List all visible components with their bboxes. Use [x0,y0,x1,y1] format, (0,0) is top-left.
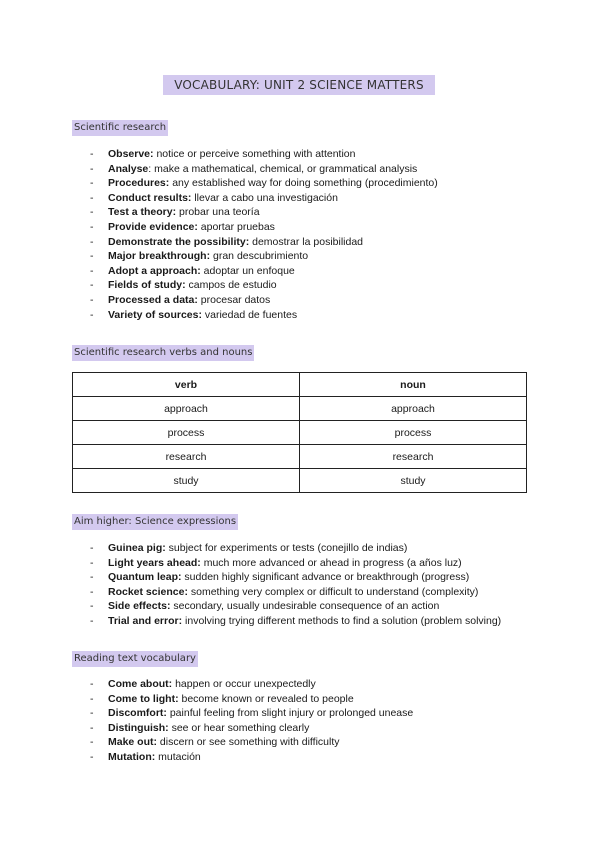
list-item [90,750,540,765]
list-item [90,249,540,264]
vocab-term: Side effects: [108,600,171,613]
vocab-term: Processed a data: [108,293,198,306]
vocab-definition: gran descubrimiento [210,250,309,263]
vocab-term: Discomfort: [108,707,167,720]
bullet-dash: - [90,264,94,277]
list-item [90,147,540,162]
bullet-dash: - [90,293,94,306]
vocab-definition: procesar datos [197,293,271,306]
column-header-verb: verb [73,373,300,397]
table-cell: research [73,445,300,469]
bullet-dash: - [90,235,94,248]
vocab-definition: variedad de fuentes [201,308,298,321]
vocab-term: Make out: [108,736,158,749]
vocab-term: Quantum leap: [108,571,182,584]
list-item [90,585,540,600]
list-item [90,205,540,220]
vocab-term: Guinea pig: [108,542,166,554]
table-cell: approach [73,397,300,421]
vocab-term: Come to light: [108,692,179,705]
vocab-definition: discern or see something with difficulty [157,736,340,749]
list-item [90,235,540,250]
vocab-definition: happen or occur unexpectedly [172,678,316,690]
vocab-definition: mutación [155,750,201,763]
page-title: VOCABULARY: UNIT 2 SCIENCE MATTERS [163,75,435,95]
list-item [90,308,540,323]
list-item [90,706,540,721]
list-item [90,677,540,692]
table-cell: study [300,469,527,493]
vocab-definition: become known or revealed to people [178,692,354,705]
bullet-dash: - [90,736,94,749]
table-cell: process [300,421,527,445]
verbs-nouns-table [72,372,527,493]
bullet-dash: - [90,585,94,598]
vocab-term: Test a theory: [108,206,177,219]
section-heading-scientific-research: Scientific research [72,120,168,136]
table-cell: process [73,421,300,445]
vocab-term: Variety of sources: [108,308,202,321]
vocab-term: Analyse [108,162,149,175]
vocab-definition: campos de estudio [185,279,277,292]
vocab-term: Light years ahead: [108,556,201,569]
table-row [73,421,527,445]
list-item [90,541,540,556]
list-item [90,614,540,629]
list-item [90,220,540,235]
vocab-definition: see or hear something clearly [168,721,310,734]
vocab-definition: llevar a cabo una investigación [191,191,338,204]
vocab-term: Demonstrate the possibility: [108,235,250,248]
list-item [90,264,540,279]
bullet-dash: - [90,279,94,292]
section-heading-verbs-nouns: Scientific research verbs and nouns [72,345,254,361]
vocab-definition: any established way for doing something (procedimiento) [169,177,438,190]
vocab-term: Provide evidence: [108,220,198,233]
bullet-dash: - [90,600,94,613]
list-item [90,278,540,293]
vocab-term: Conduct results: [108,191,192,204]
vocab-definition: : make a mathematical, chemical, or grammatical analysis [148,162,418,175]
list-item [90,293,540,308]
vocab-term: Adopt a approach: [108,264,201,277]
vocab-definition: subject for experiments or tests (conejillo de indias) [165,542,408,554]
scientific-research-list [90,147,540,322]
bullet-dash: - [90,721,94,734]
bullet-dash: - [90,707,94,720]
vocab-definition: demostrar la posibilidad [249,235,364,248]
bullet-dash: - [90,206,94,219]
vocab-definition: much more advanced or ahead in progress (a años luz) [200,556,462,569]
list-item [90,721,540,736]
column-header-noun: noun [300,373,527,397]
list-item [90,692,540,707]
bullet-dash: - [90,692,94,705]
reading-vocabulary-list [90,677,540,765]
bullet-dash: - [90,220,94,233]
bullet-dash: - [90,148,94,160]
vocab-definition: painful feeling from slight injury or prolonged unease [166,707,414,720]
vocab-definition: secondary, usually undesirable consequence of an action [170,600,440,613]
vocab-term: Distinguish: [108,721,169,734]
table-cell: research [300,445,527,469]
vocab-term: Mutation: [108,750,156,763]
bullet-dash: - [90,571,94,584]
vocab-definition: involving trying different methods to find a solution (problem solving) [182,614,502,627]
vocab-term: Fields of study: [108,279,186,292]
list-item [90,162,540,177]
table-cell: approach [300,397,527,421]
vocab-term: Come about: [108,678,173,690]
table-cell: study [73,469,300,493]
list-item [90,599,540,614]
bullet-dash: - [90,542,94,554]
bullet-dash: - [90,556,94,569]
bullet-dash: - [90,177,94,190]
bullet-dash: - [90,750,94,763]
bullet-dash: - [90,191,94,204]
table-row [73,445,527,469]
bullet-dash: - [90,614,94,627]
bullet-dash: - [90,250,94,263]
vocab-definition: aportar pruebas [197,220,275,233]
list-item [90,556,540,571]
list-item [90,570,540,585]
vocab-term: Observe: [108,148,154,160]
vocab-definition: sudden highly significant advance or breakthrough (progress) [181,571,470,584]
bullet-dash: - [90,308,94,321]
aim-higher-list [90,541,540,629]
vocab-definition: adoptar un enfoque [200,264,295,277]
vocab-definition: something very complex or difficult to understand (complexity) [187,585,479,598]
vocab-term: Rocket science: [108,585,188,598]
vocab-definition: probar una teoría [176,206,260,219]
vocab-term: Trial and error: [108,614,183,627]
table-row [73,397,527,421]
section-heading-aim-higher: Aim higher: Science expressions [72,514,238,530]
bullet-dash: - [90,162,94,175]
section-heading-reading-vocabulary: Reading text vocabulary [72,651,198,667]
vocab-term: Major breakthrough: [108,250,211,263]
list-item [90,735,540,750]
table-header-row [73,373,527,397]
list-item [90,176,540,191]
vocab-definition: notice or perceive something with attention [153,148,356,160]
list-item [90,191,540,206]
vocab-term: Procedures: [108,177,170,190]
table-row [73,469,527,493]
bullet-dash: - [90,678,94,690]
